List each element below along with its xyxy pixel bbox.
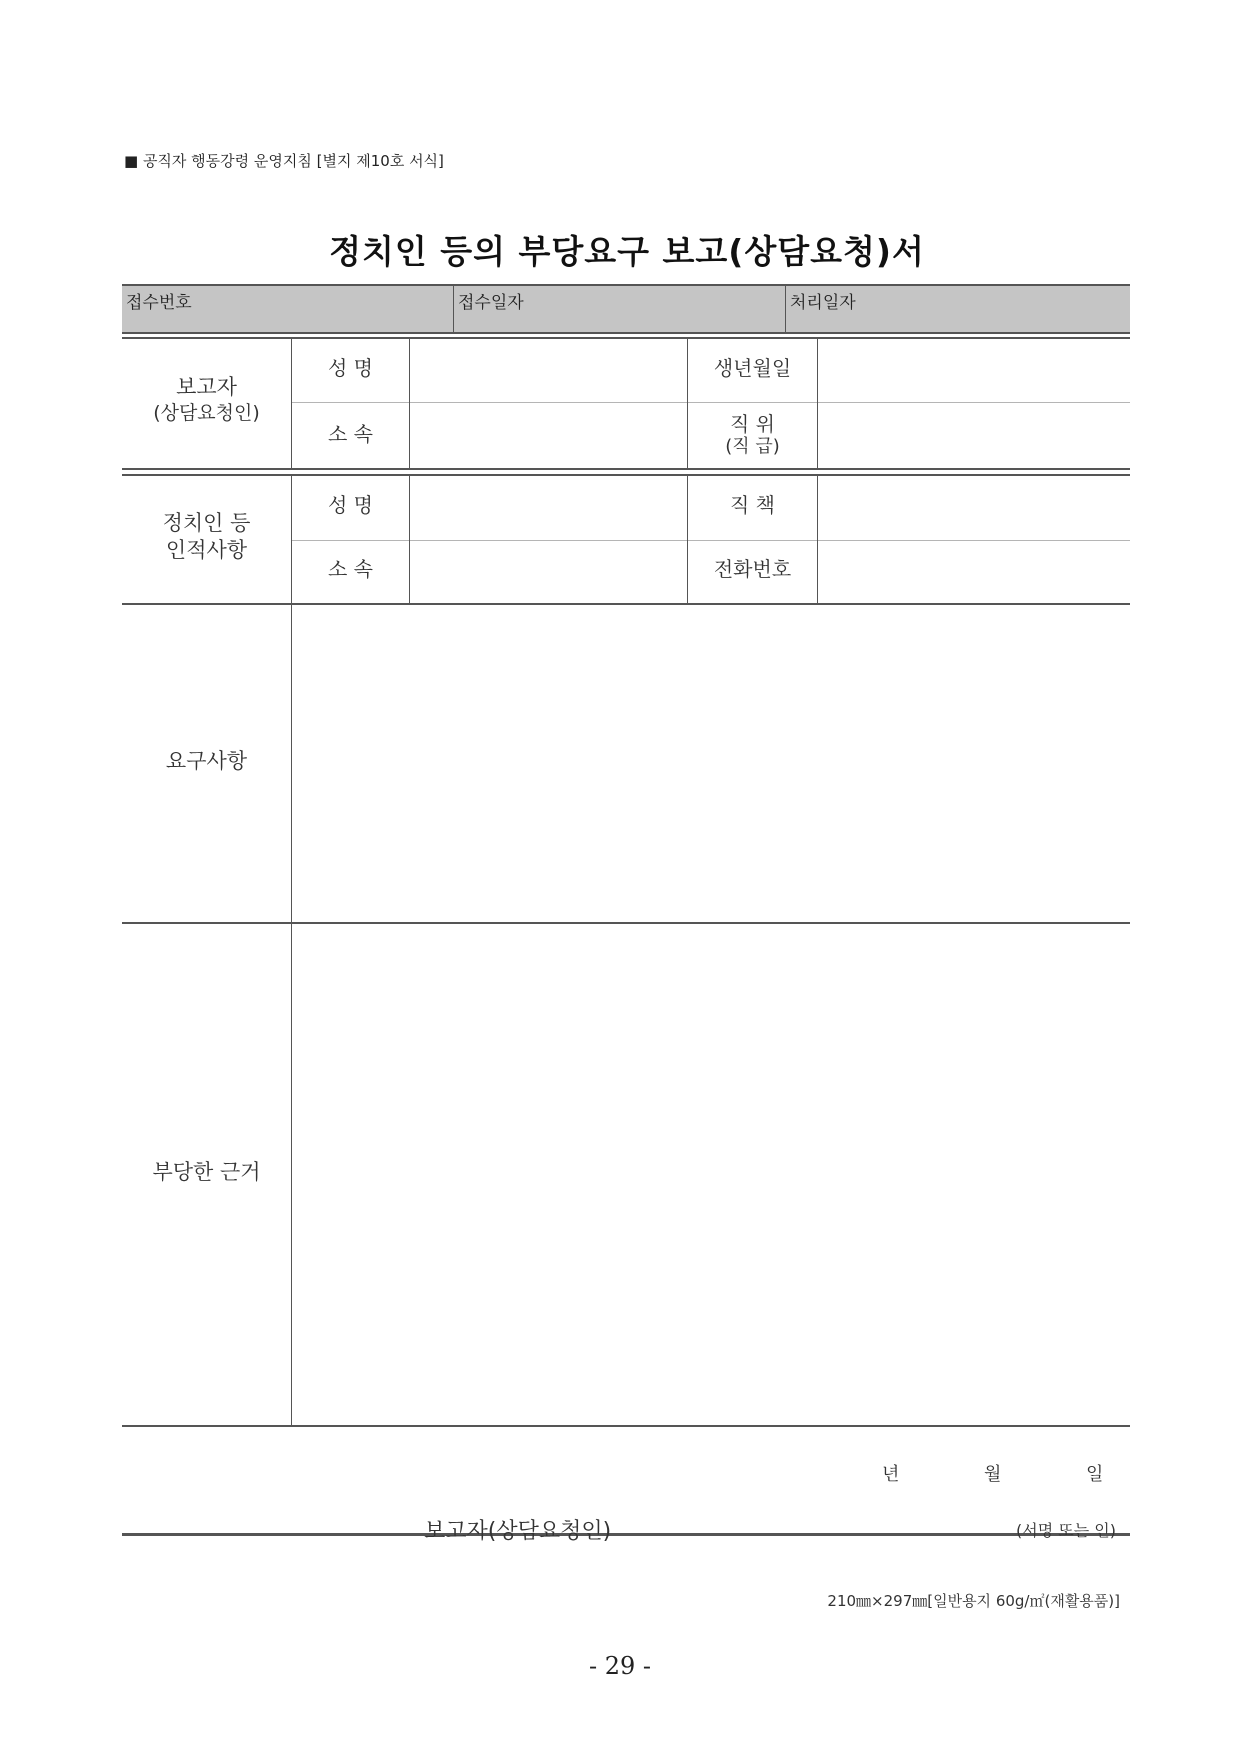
paper-spec: 210㎜×297㎜[일반용지 60g/㎡(재활용품)] <box>827 1592 1120 1610</box>
reporter-position-input[interactable] <box>818 403 1130 468</box>
reporter-birth-input[interactable] <box>818 339 1130 402</box>
reporter-org-label: 소 속 <box>328 422 373 446</box>
politician-duty-label: 직 책 <box>730 493 775 517</box>
receipt-date-label: 접수일자 <box>458 293 524 313</box>
process-date-field[interactable] <box>786 286 1130 332</box>
request-textarea[interactable] <box>293 606 1130 922</box>
politician-phone-label: 전화번호 <box>713 557 792 581</box>
politician-name-label: 성 명 <box>328 493 373 517</box>
request-label: 요구사항 <box>165 749 248 773</box>
reporter-org-input[interactable] <box>410 403 687 468</box>
politician-phone-input[interactable] <box>818 541 1130 603</box>
form-caption: ■ 공직자 행동강령 운영지침 [별지 제10호 서식] <box>124 152 444 170</box>
rule-request-bottom <box>122 922 1130 924</box>
politician-duty-input[interactable] <box>818 476 1130 540</box>
page-number: - 29 - <box>588 1652 651 1680</box>
reporter-label: 보고자 <box>176 375 237 399</box>
signature-field[interactable] <box>640 1505 1000 1531</box>
receipt-strip <box>122 284 1130 334</box>
rule-reporter-bottom-a <box>122 468 1130 470</box>
politician-org-label: 소 속 <box>328 557 373 581</box>
month-label: 월 <box>984 1464 1002 1485</box>
grounds-textarea[interactable] <box>293 925 1130 1425</box>
reporter-birth-label: 생년월일 <box>713 356 792 380</box>
day-label: 일 <box>1086 1464 1104 1485</box>
reporter-position-label <box>688 412 817 458</box>
rule-grounds-bottom <box>122 1425 1130 1427</box>
receipt-number-field[interactable] <box>122 286 453 332</box>
signature-reporter-label: 보고자(상담요청인) <box>424 1519 612 1544</box>
position-label: 직 위 <box>730 412 775 436</box>
col-divider <box>291 605 292 1425</box>
politician-org-input[interactable] <box>410 541 687 603</box>
receipt-number-label: 접수번호 <box>126 293 192 313</box>
receipt-date-field[interactable] <box>454 286 785 332</box>
politician-label: 정치인 등 <box>162 511 251 535</box>
rule-politician-bottom <box>122 603 1130 605</box>
reporter-name-label: 성 명 <box>328 356 373 380</box>
politician-sub-label: 인적사항 <box>165 538 248 563</box>
process-date-label: 처리일자 <box>790 293 856 313</box>
politician-name-input[interactable] <box>410 476 687 540</box>
document-title: 정치인 등의 부당요구 보고(상담요청)서 <box>329 232 925 271</box>
grounds-label: 부당한 근거 <box>152 1160 261 1184</box>
year-label: 년 <box>882 1464 900 1485</box>
reporter-sub-label: (상담요청인) <box>153 402 260 425</box>
politician-section-label <box>122 510 291 565</box>
signature-hint: (서명 또는 인) <box>1016 1521 1116 1540</box>
grade-label: (직 급) <box>725 436 780 457</box>
reporter-name-input[interactable] <box>410 339 687 402</box>
rule-signature-bottom <box>122 1533 1130 1536</box>
reporter-section-label <box>122 374 291 426</box>
